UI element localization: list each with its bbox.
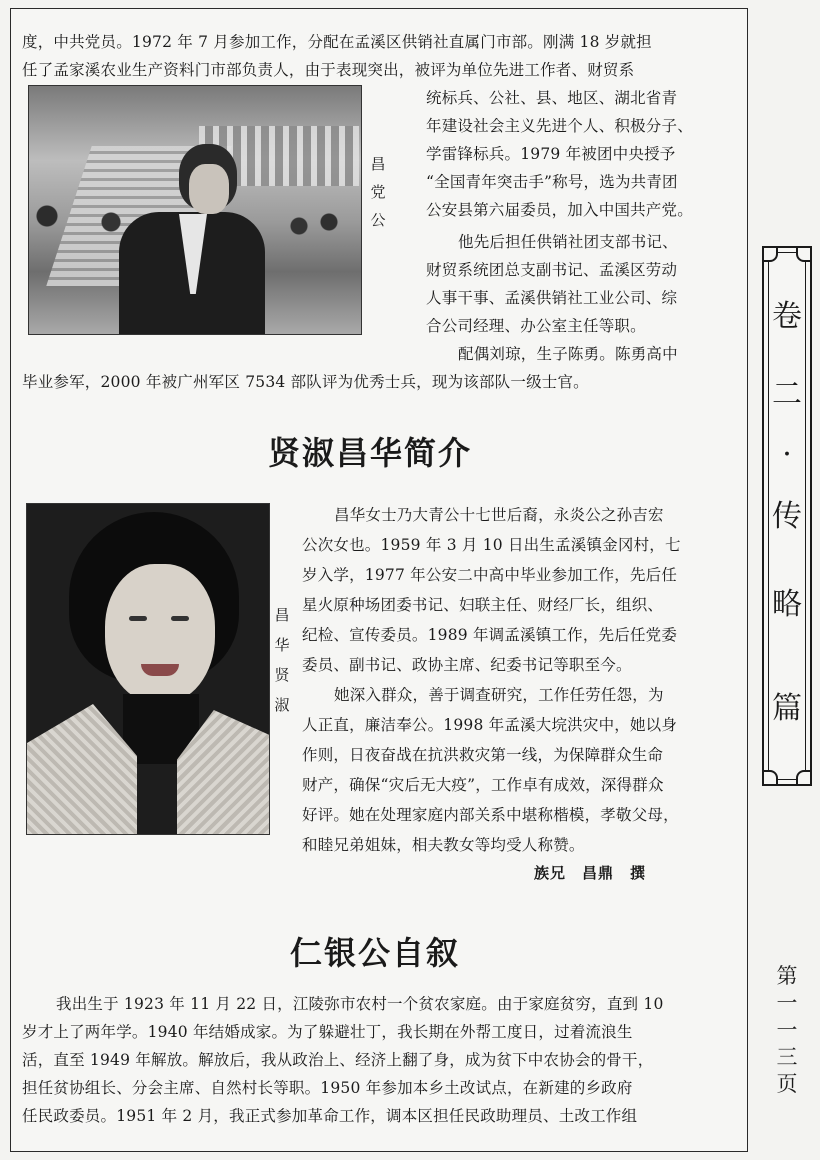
sidebar-char: 二 [772,377,802,412]
caption-char: 华 [274,636,290,654]
body-line: 合公司经理、办公室主任等职。 [426,317,646,335]
body-line: 人正直，廉洁奉公。1998 年孟溪大垸洪灾中，她以身 [302,716,678,734]
ornament-corner [796,246,812,262]
section-title: 仁银公自叙 [290,934,461,972]
body-line: 纪检、宣传委员。1989 年调孟溪镇工作，先后任党委 [302,626,678,644]
sidebar-char: 卷 [772,299,802,334]
page-number-char: 一 [776,1018,798,1042]
caption-char: 昌 [274,606,290,624]
body-line: 活，直至 1949 年解放。解放后，我从政治上、经济上翻了身，成为贫下中农协会的骨干， [22,1051,654,1069]
caption-char: 公 [370,211,386,229]
body-line: 岁入学，1977 年公安二中高中毕业参加工作，先后任 [302,566,678,584]
sidebar-char: 略 [772,587,802,622]
section-title: 贤淑昌华简介 [268,434,473,472]
portrait-photo-changdang [28,85,362,335]
caption-char: 淑 [274,696,290,714]
body-line: 财贸系统团总支副书记、孟溪区劳动 [426,261,678,279]
body-line: 星火原种场团委书记、妇联主任、财经厂长，组织、 [302,596,664,614]
body-line: 统标兵、公社、县、地区、湖北省青 [426,89,678,107]
body-line: 度，中共党员。1972 年 7 月参加工作，分配在孟溪区供销社直属门市部。刚满 18 岁就担 [22,33,652,51]
photo-detail [129,616,147,621]
ornament-corner [762,246,778,262]
photo-detail [27,704,137,834]
ornament-corner [796,770,812,786]
body-line: 年建设社会主义先进个人、积极分子、 [426,117,693,135]
photo-caption [368,150,388,234]
body-line: 担任贫协组长、分会主席、自然村长等职。1950 年参加本乡土改试点，在新建的乡政府 [22,1079,633,1097]
body-line: 好评。她在处理家庭内部关系中堪称楷模，孝敬父母， [302,806,679,824]
photo-detail [105,564,215,704]
body-line: 毕业参军，2000 年被广州军区 7534 部队评为优秀士兵，现为该部队一级士官。 [22,373,589,391]
body-line: 和睦兄弟姐妹，相夫教女等均受人称赞。 [302,836,585,854]
page-number-char: 第 [776,964,798,988]
body-line: 他先后担任供销社团支部书记、 [458,233,678,251]
ornament-corner [762,770,778,786]
body-line: 岁才上了两年学。1940 年结婚成家。为了躲避壮丁，我长期在外帮工度日，过着流浪生 [22,1023,633,1041]
sidebar-char: 篇 [772,691,802,726]
page-number-char: 页 [776,1072,798,1096]
photo-detail [171,616,189,621]
page-number [772,963,802,1098]
body-line: 学雷锋标兵。1979 年被团中央授予 [426,145,676,163]
body-line: 任民政委员。1951 年 2 月，我正式参加革命工作，调本区担任民政助理员、土改工作组 [22,1107,638,1125]
body-line: 财产，确保“灾后无大疫”，工作卓有成效，深得群众 [302,776,664,794]
body-line: 任了孟家溪农业生产资料门市部负责人，由于表现突出，被评为单位先进工作者、财贸系 [22,61,635,79]
photo-caption [272,600,292,720]
photo-detail [189,164,229,214]
author-signature: 族兄 昌鼎 撰 [534,864,647,882]
sidebar-char: 传 [772,499,802,534]
photo-detail [141,664,179,676]
body-line: 人事干事、孟溪供销社工业公司、综 [426,289,678,307]
sidebar-char: · [782,437,792,472]
body-line: 我出生于 1923 年 11 月 22 日，江陵弥市农村一个贫农家庭。由于家庭贫穷，直到 10 [56,995,664,1013]
body-line: 昌华女士乃大青公十七世后裔，永炎公之孙吉宏 [334,506,664,524]
body-line: 委员、副书记、政协主席、纪委书记等职至今。 [302,656,632,674]
body-line: “全国青年突击手”称号，选为共青团 [426,173,678,191]
page-number-char: 一 [776,991,798,1015]
body-line: 配偶刘琼，生子陈勇。陈勇高中 [458,345,678,363]
chapter-sidebar [762,246,812,786]
body-line: 公安县第六届委员，加入中国共产党。 [426,201,693,219]
caption-char: 昌 [370,155,386,173]
portrait-photo-changhua [26,503,270,835]
body-line: 她深入群众，善于调查研究，工作任劳任怨，为 [334,686,664,704]
body-line: 公次女也。1959 年 3 月 10 日出生孟溪镇金冈村，七 [302,536,681,554]
page-number-char: 三 [776,1045,798,1069]
caption-char: 贤 [274,666,290,684]
body-line: 作则，日夜奋战在抗洪救灾第一线，为保障群众生命 [302,746,664,764]
caption-char: 党 [370,183,386,201]
